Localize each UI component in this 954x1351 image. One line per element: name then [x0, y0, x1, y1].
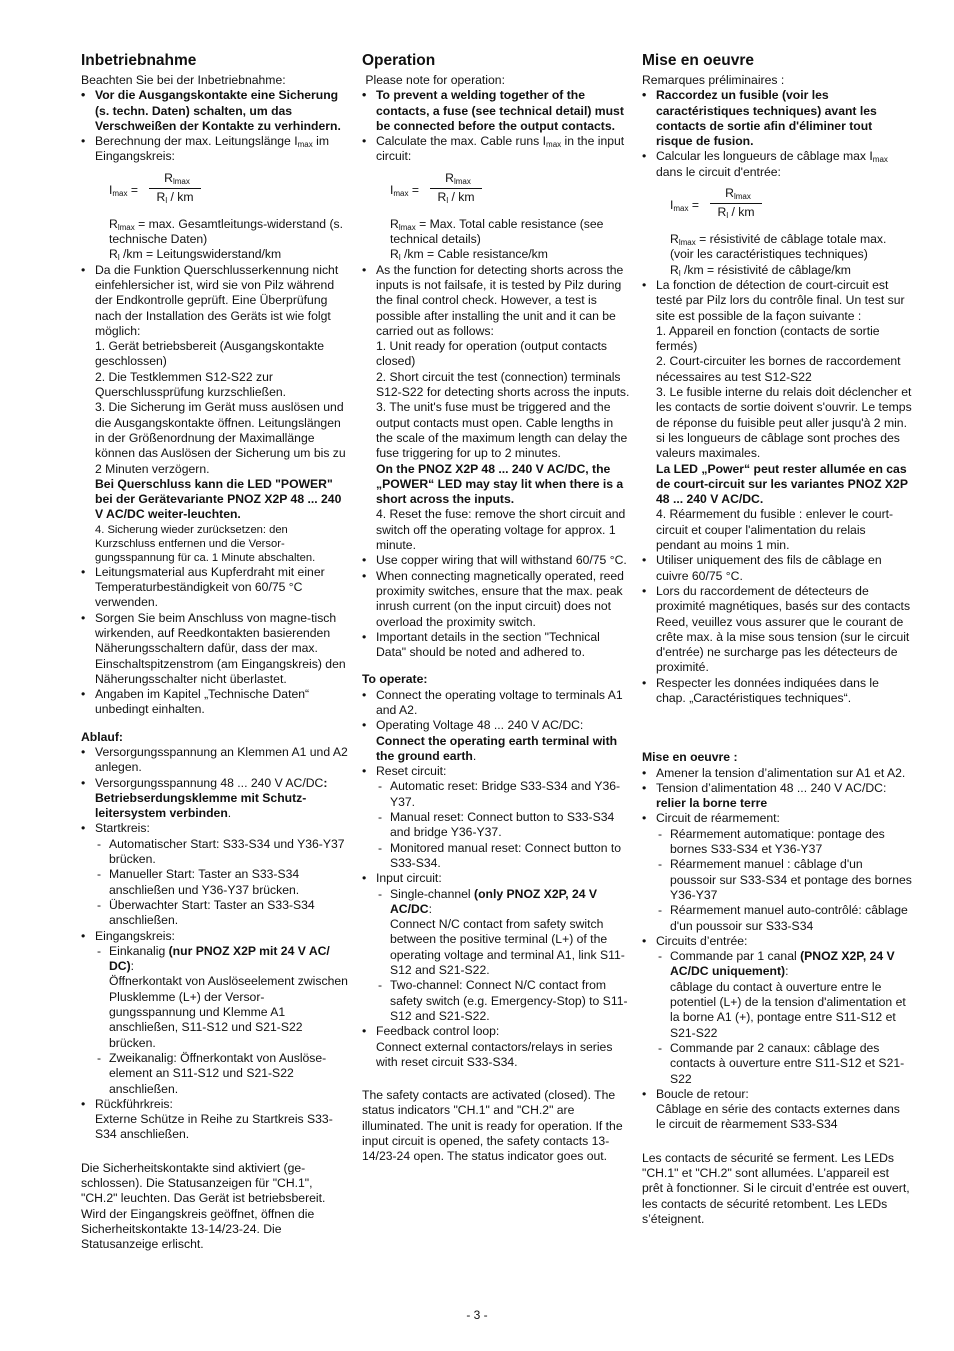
sub-item: - Réarmement manuel auto-contrôlé: câblage d'un poussoir sur S33-S34	[642, 903, 912, 934]
sub-item: - Überwachter Start: Taster an S33-S34 anschließen.	[81, 898, 351, 929]
procedure-heading: Mise en oeuvre :	[642, 750, 738, 765]
intro-text: Please note for operation:	[362, 73, 505, 87]
list-item: • Rückführkreis: Externe Schütze in Reihe zu Startkreis S33-S34 anschließen.	[81, 1097, 351, 1143]
definition: $R_{lmax} = \max$. Gesamtleitungs-widerstand (s. technische Daten)	[109, 216, 343, 247]
list-item: • Use copper wiring that will withstand 60/75 °C.	[362, 553, 632, 568]
list-item: • Utiliser uniquement des fils de câblage en cuivre 60/75 °C.	[642, 553, 912, 584]
definition: $R_{lmax}$ = résistivité de câblage totale max. (voir les caractéristiques techniques)	[670, 232, 887, 262]
summary-text: Die Sicherheitskontakte sind aktiviert (ge-schlossen). Die Statusanzeigen für "CH.1", "CH.2" leuchten. Das Gerät ist betriebsbereit. Wird der Eingangskreis geöffnet, öffnen die Sicherheitskontakte 13-14/23-24. Die Statusanzeige erlischt.	[81, 1160, 326, 1252]
section-title: Operation	[362, 52, 436, 69]
list-item: • Important details in the section "Technical Data" should be noted and adhered to.	[362, 630, 632, 661]
definition: $R_l$ /km = résistivité de câblage/km	[670, 262, 851, 278]
formula: $I_{max}$ = $R_{lmax}$ $R_l$ / km	[109, 171, 351, 211]
list-item: • Boucle de retour: Câblage en série des contacts externes dans le circuit de rèarmement S33-S34	[642, 1087, 912, 1133]
definition: $R_l$ /km = Leitungswiderstand/km	[109, 247, 282, 263]
list-item: • To prevent a welding together of the contacts, a fuse (see technical detail) must be connected before the output contacts.	[362, 88, 632, 134]
instruction-list	[81, 88, 351, 164]
list-item: • Amener la tension d’alimentation sur A1 et A2.	[642, 766, 912, 781]
list-item: • Connect the operating voltage to terminals A1 and A2.	[362, 688, 632, 719]
summary-text: Les contacts de sécurité se ferment. Les LEDs "CH.1" et "CH.2" sont allumées. L’appareil est prêt à fonctionner. Si le circuit d’entrée est ouvert, les contacts de sécurité retombent. Les LEDs s’éteignent.	[642, 1150, 910, 1226]
sub-item: - Zweikanalig: Öffnerkontakt von Auslöse-element an S11-S12 und S21-S22 anschließen.	[81, 1051, 351, 1097]
list-item: • Operating Voltage 48 ... 240 V AC/DC: Connect the operating earth terminal with the ground earth.	[362, 718, 632, 764]
instruction-list	[81, 263, 351, 718]
instruction-list	[642, 88, 912, 180]
list-item: • Feedback control loop: Connect external contactors/relays in series with reset circuit S33-S34.	[362, 1024, 632, 1070]
sub-item: - Réarmement automatique: pontage des bornes S33-S34 et Y36-Y37	[642, 827, 912, 858]
instruction-list	[362, 263, 632, 661]
sub-item: - Automatischer Start: S33-S34 und Y36-Y37 brücken.	[81, 837, 351, 868]
list-item: • Berechnung der max. Leitungslänge $I_{max}$ im Eingangskreis:	[81, 134, 351, 165]
list-item: • Lors du raccordement de détecteurs de proximité magnétiques, basés sur des contacts Reed, veuillez vous assurer que le courant de crête max. à la mise sous tension (sur le circuit d'entrée) ne surcharge pas les détecteurs de proximité.	[642, 584, 912, 676]
definition: $R_{lmax}$ = Max. Total cable resistance (see technical details)	[390, 216, 604, 247]
sub-item: - Einkanalig (nur PNOZ X2P mit 24 V AC/ DC): Öffnerkontakt von Auslöseelement zwischen Plusklemme (L+) der Versor-gungsspannung und Klemme A1 anschließen, S11-S12 und S21-S22 brücken.	[81, 944, 351, 1051]
list-item: • Eingangskreis: - Einkanalig (nur PNOZ X2P mit 24 V AC/ DC): Öffnerkontakt von Auslöseelement zwischen Plusklemme (L+) der Versor-gungsspannung und Klemme A1 anschließen, S11-S12 und S21-S22 brücken. - Zweikanalig: Öffnerkontakt von Auslöse-element an S11-S12 und S21-S22 anschließen.	[81, 929, 351, 1097]
sub-item: - Commande par 1 canal (PNOZ X2P, 24 V AC/DC uniquement): câblage du contact à ouverture entre le potentiel (L+) de la tension d'alimentation et la borne A1 (+), pontage entre S11-S12 et S21-S22	[642, 949, 912, 1041]
list-item: • Input circuit: - Single-channel (only PNOZ X2P, 24 V AC/DC: Connect N/C contact from safety switch between the positive terminal (L+) of the operating voltage and terminal A1, link S11-S12 and S21-S22. - Two-channel: Connect N/C contact from safety switch (e.g. Emergency-Stop) to S11-S12 and S21-S22.	[362, 871, 632, 1024]
sub-item: - Single-channel (only PNOZ X2P, 24 V AC/DC: Connect N/C contact from safety switch between the positive terminal (L+) of the operating voltage and terminal A1, link S11-S12 and S21-S22.	[362, 887, 632, 979]
page-number: - 3 -	[466, 1308, 488, 1322]
definition: $R_l$ /km = Cable resistance/km	[390, 247, 548, 263]
intro-text: Remarques préliminaires :	[642, 73, 785, 87]
list-item: • Da die Funktion Querschlusserkennung nicht einfehlersicher ist, wird sie von Pilz während der Endkontrolle geprüft. Eine Überprüfung nach der Installation des Geräts ist wie folgt möglich: 1. Gerät betriebsbereit (Ausgangskontakte geschlossen) 2. Die Testklemmen S12-S22 zur Querschlussprüfung kurzschließen. 3. Die Sicherung im Gerät muss auslösen und die Ausgangskontakte öffnen. Leitungslängen in der Größenordnung der Maximallänge können das Auslösen der Sicherung um bis zu 2 Minuten verzögern. Bei Querschluss kann die LED "POWER" bei der Gerätevariante PNOZ X2P 48 ... 240 V AC/DC weiter-leuchten. 4. Sicherung wieder zurücksetzen: den Kurzschluss entfernen und die Versor-gungsspannung für ca. 1 Minute abschalten.	[81, 263, 351, 565]
intro-text: Beachten Sie bei der Inbetriebnahme:	[81, 73, 286, 87]
list-item: • Circuits d’entrée: - Commande par 1 canal (PNOZ X2P, 24 V AC/DC uniquement): câblage du contact à ouverture entre le potentiel (L+) de la tension d'alimentation et la borne A1 (+), pontage entre S11-S12 et S21-S22 - Commande par 2 canaux: câblage des contacts à ouverture entre S11-S12 et S21-S22	[642, 934, 912, 1087]
procedure-heading: To operate:	[362, 672, 428, 687]
list-item: • La fonction de détection de court-circuit est testé par Pilz lors du contrôle final. Un test sur site est possible de la façon suivante : 1. Appareil en fonction (contacts de sortie fermés) 2. Court-circuiter les bornes de raccordement nécessaires au test S12-S22 3. Le fusible interne du relais doit déclencher et les contacts de sortie doivent s'ouvrir. Le temps de réponse du fuisible peut aller jusqu'à 2 min. si les longueurs de câblage sont proches des valeurs maximales. La LED „Power“ peut rester allumée en cas de court-circuit sur les variantes PNOZ X2P 48 ... 240 V AC/DC. 4. Réarmement du fusible : enlever le court-circuit et couper l'alimentation du relais pendant au moins 1 min.	[642, 278, 912, 553]
formula: $I_{max}$ = $R_{lmax}$ $R_l$ / km	[390, 171, 632, 211]
list-item: • Circuit de réarmement: - Réarmement automatique: pontage des bornes S33-S34 et Y36-Y37 - Réarmement manuel : câblage d'un poussoir sur S33-S34 et pontage des bornes Y36-Y37 - Réarmement manuel auto-contrôlé: câblage d'un poussoir sur S33-S34	[642, 811, 912, 933]
sub-item: - Manual reset: Connect button to S33-S34 and bridge Y36-Y37.	[362, 810, 632, 841]
column-german	[81, 52, 351, 1252]
list-item: • As the function for detecting shorts across the inputs is not failsafe, it is tested by Pilz during the final control check. However, a test is possible after installing the unit and it can be carried out as follows: 1. Unit ready for operation (output contacts closed) 2. Short circuit the test (connection) terminals S12-S22 for detecting shorts across the inputs. 3. The unit's fuse must be triggered and the output contacts must open. Cable lengths in the scale of the maximum length can delay the fuse triggering for up to 2 minutes. On the PNOZ X2P 48 ... 240 V AC/DC, the „POWER“ LED may stay lit when there is a short across the inputs. 4. Reset the fuse: remove the short circuit and switch off the operating voltage for approx. 1 minute.	[362, 263, 632, 554]
column-french	[642, 52, 912, 1227]
summary-text: The safety contacts are activated (closed). The status indicators "CH.1" and "CH.2" are illuminated. The unit is ready for operation. If the input circuit is opened, the safety contacts 13-14/23-24 open. The status indicator goes out.	[362, 1088, 623, 1164]
list-item: • Sorgen Sie beim Anschluss von magne-tisch wirkenden, auf Reedkontakten basierenden Näherungsschaltern dafür, dass der max. Einschaltspitzenstrom (am Eingangskreis) den Näherungsschalter nicht überlastet.	[81, 611, 351, 687]
list-item: • Angaben im Kapitel „Technische Daten“ unbedingt einhalten.	[81, 687, 351, 718]
list-item: • Reset circuit: - Automatic reset: Bridge S33-S34 and Y36-Y37. - Manual reset: Connect button to S33-S34 and bridge Y36-Y37. - Monitored manual reset: Connect button to S33-S34.	[362, 764, 632, 871]
list-item: • Versorgungsspannung 48 ... 240 V AC/DC: Betriebserdungsklemme mit Schutz-leitersystem verbinden.	[81, 776, 351, 822]
section-title: Inbetriebnahme	[81, 52, 197, 69]
sub-item: - Monitored manual reset: Connect button to S33-S34.	[362, 841, 632, 872]
sub-item: - Two-channel: Connect N/C contact from safety switch (e.g. Emergency-Stop) to S11-S12 and S21-S22.	[362, 978, 632, 1024]
sub-item: - Automatic reset: Bridge S33-S34 and Y36-Y37.	[362, 779, 632, 810]
formula: $I_{max}$ = $R_{lmax}$ $R_l$ / km	[670, 186, 912, 226]
instruction-list	[642, 278, 912, 706]
list-item: • Calculate the max. Cable runs $I_{max}$ in the input circuit:	[362, 134, 632, 165]
procedure-list	[362, 688, 632, 1070]
sub-item: - Manueller Start: Taster an S33-S34 anschließen und Y36-Y37 brücken.	[81, 867, 351, 898]
list-item: • Vor die Ausgangskontakte eine Sicherung (s. techn. Daten) schalten, um das Verschweißen der Kontakte zu verhindern.	[81, 88, 351, 134]
list-item: • When connecting magnetically operated, reed proximity switches, ensure that the max. peak inrush current (on the input circuit) does not overload the proximity switch.	[362, 569, 632, 630]
section-title: Mise en oeuvre	[642, 52, 754, 69]
list-item: • Tension d’alimentation 48 ... 240 V AC/DC: relier la borne terre	[642, 781, 912, 812]
list-item: • Versorgungsspannung an Klemmen A1 und A2 anlegen.	[81, 745, 351, 776]
column-english	[362, 52, 632, 1165]
sub-item: - Commande par 2 canaux: câblage des contacts à ouverture entre S11-S12 et S21-S22	[642, 1041, 912, 1087]
procedure-heading: Ablauf:	[81, 729, 123, 744]
list-item: • Respecter les données indiquées dans le chap. „Caractéristiques techniques“.	[642, 676, 912, 707]
list-item: • Leitungsmaterial aus Kupferdraht mit einer Temperaturbeständigkeit von 60/75 °C verwenden.	[81, 565, 351, 611]
sub-item: - Réarmement manuel : câblage d'un poussoir sur S33-S34 et pontage des bornes Y36-Y37	[642, 857, 912, 903]
list-item: • Startkreis: - Automatischer Start: S33-S34 und Y36-Y37 brücken. - Manueller Start: Taster an S33-S34 anschließen und Y36-Y37 brücken. - Überwachter Start: Taster an S33-S34 anschließen.	[81, 821, 351, 928]
procedure-list	[81, 745, 351, 1143]
list-item: • Raccordez un fusible (voir les caractéristiques techniques) avant les contacts de sortie afin d'éliminer tout risque de fusion.	[642, 88, 912, 149]
list-item: • Calcular les longueurs de câblage $\max I_{max}$ dans le circuit d'entrée:	[642, 149, 912, 180]
procedure-list	[642, 766, 912, 1133]
instruction-list	[362, 88, 632, 164]
